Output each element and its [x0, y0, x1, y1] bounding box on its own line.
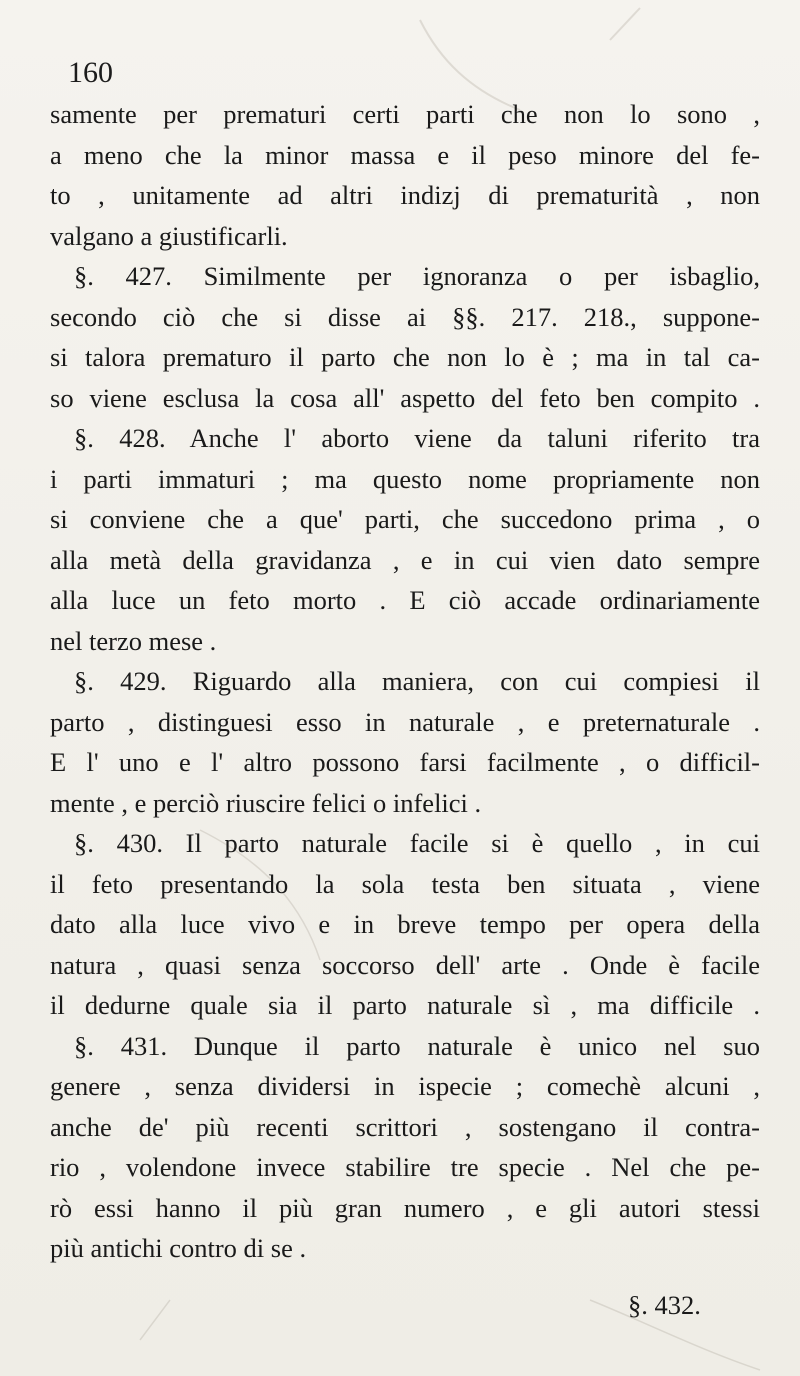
- text-line: rio , volendone invece stabilire tre specie . Nel che pe-: [50, 1152, 760, 1182]
- text-line: alla metà della gravidanza , e in cui vien dato sempre: [50, 544, 760, 575]
- text-line: più antichi contro di se .: [50, 1233, 307, 1263]
- text-line: §. 430. Il parto naturale facile si è quello , in cui: [74, 828, 760, 858]
- text-line: natura , quasi senza soccorso dell' arte . Onde è facile: [50, 949, 760, 980]
- text-line: a meno che la minor massa e il peso minore del fe-: [50, 139, 760, 170]
- text-line: si talora prematuro il parto che non lo è ; ma in tal ca-: [50, 342, 760, 372]
- text-line: §. 429. Riguardo alla maniera, con cui compiesi il: [74, 666, 760, 696]
- text-line: §. 427. Similmente per ignoranza o per isbaglio,: [74, 261, 760, 291]
- text-line: so viene esclusa la cosa all' aspetto del feto ben compito .: [50, 382, 760, 413]
- page-number: 160: [68, 56, 113, 89]
- text-line: §. 431. Dunque il parto naturale è unico nel suo: [74, 1030, 760, 1061]
- text-line: rò essi hanno il più gran numero , e gli autori stessi: [50, 1192, 760, 1223]
- text-line: samente per prematuri certi parti che non lo sono ,: [50, 99, 760, 129]
- text-line: dato alla luce vivo e in breve tempo per opera della: [50, 909, 760, 939]
- text-line: valgano a giustificarli.: [50, 220, 288, 251]
- text-line: il dedurne quale sia il parto naturale sì , ma difficile .: [50, 990, 760, 1020]
- text-line: anche de' più recenti scrittori , sostengano il contra-: [50, 1111, 760, 1142]
- catchword: §. 432.: [628, 1290, 701, 1320]
- text-line: E l' uno e l' altro possono farsi facilmente , o difficil-: [50, 747, 760, 777]
- text-line: genere , senza dividersi in ispecie ; comechè alcuni ,: [50, 1071, 760, 1101]
- text-line: il feto presentando la sola testa ben situata , viene: [50, 868, 760, 899]
- text-line: i parti immaturi ; ma questo nome propriamente non: [50, 463, 760, 494]
- body-text: [50, 94, 760, 1269]
- text-line: §. 428. Anche l' aborto viene da taluni riferito tra: [74, 423, 760, 453]
- text-line: parto , distinguesi esso in naturale , e preternaturale .: [50, 706, 760, 737]
- text-line: mente , e perciò riuscire felici o infelici .: [50, 787, 482, 818]
- text-line: si conviene che a que' parti, che succedono prima , o: [50, 504, 760, 534]
- text-line: alla luce un feto morto . E ciò accade ordinariamente: [50, 585, 760, 615]
- text-line: nel terzo mese .: [50, 625, 217, 656]
- text-line: secondo ciò che si disse ai §§. 217. 218., suppone-: [50, 301, 760, 332]
- text-line: to , unitamente ad altri indizj di prematurità , non: [50, 180, 760, 210]
